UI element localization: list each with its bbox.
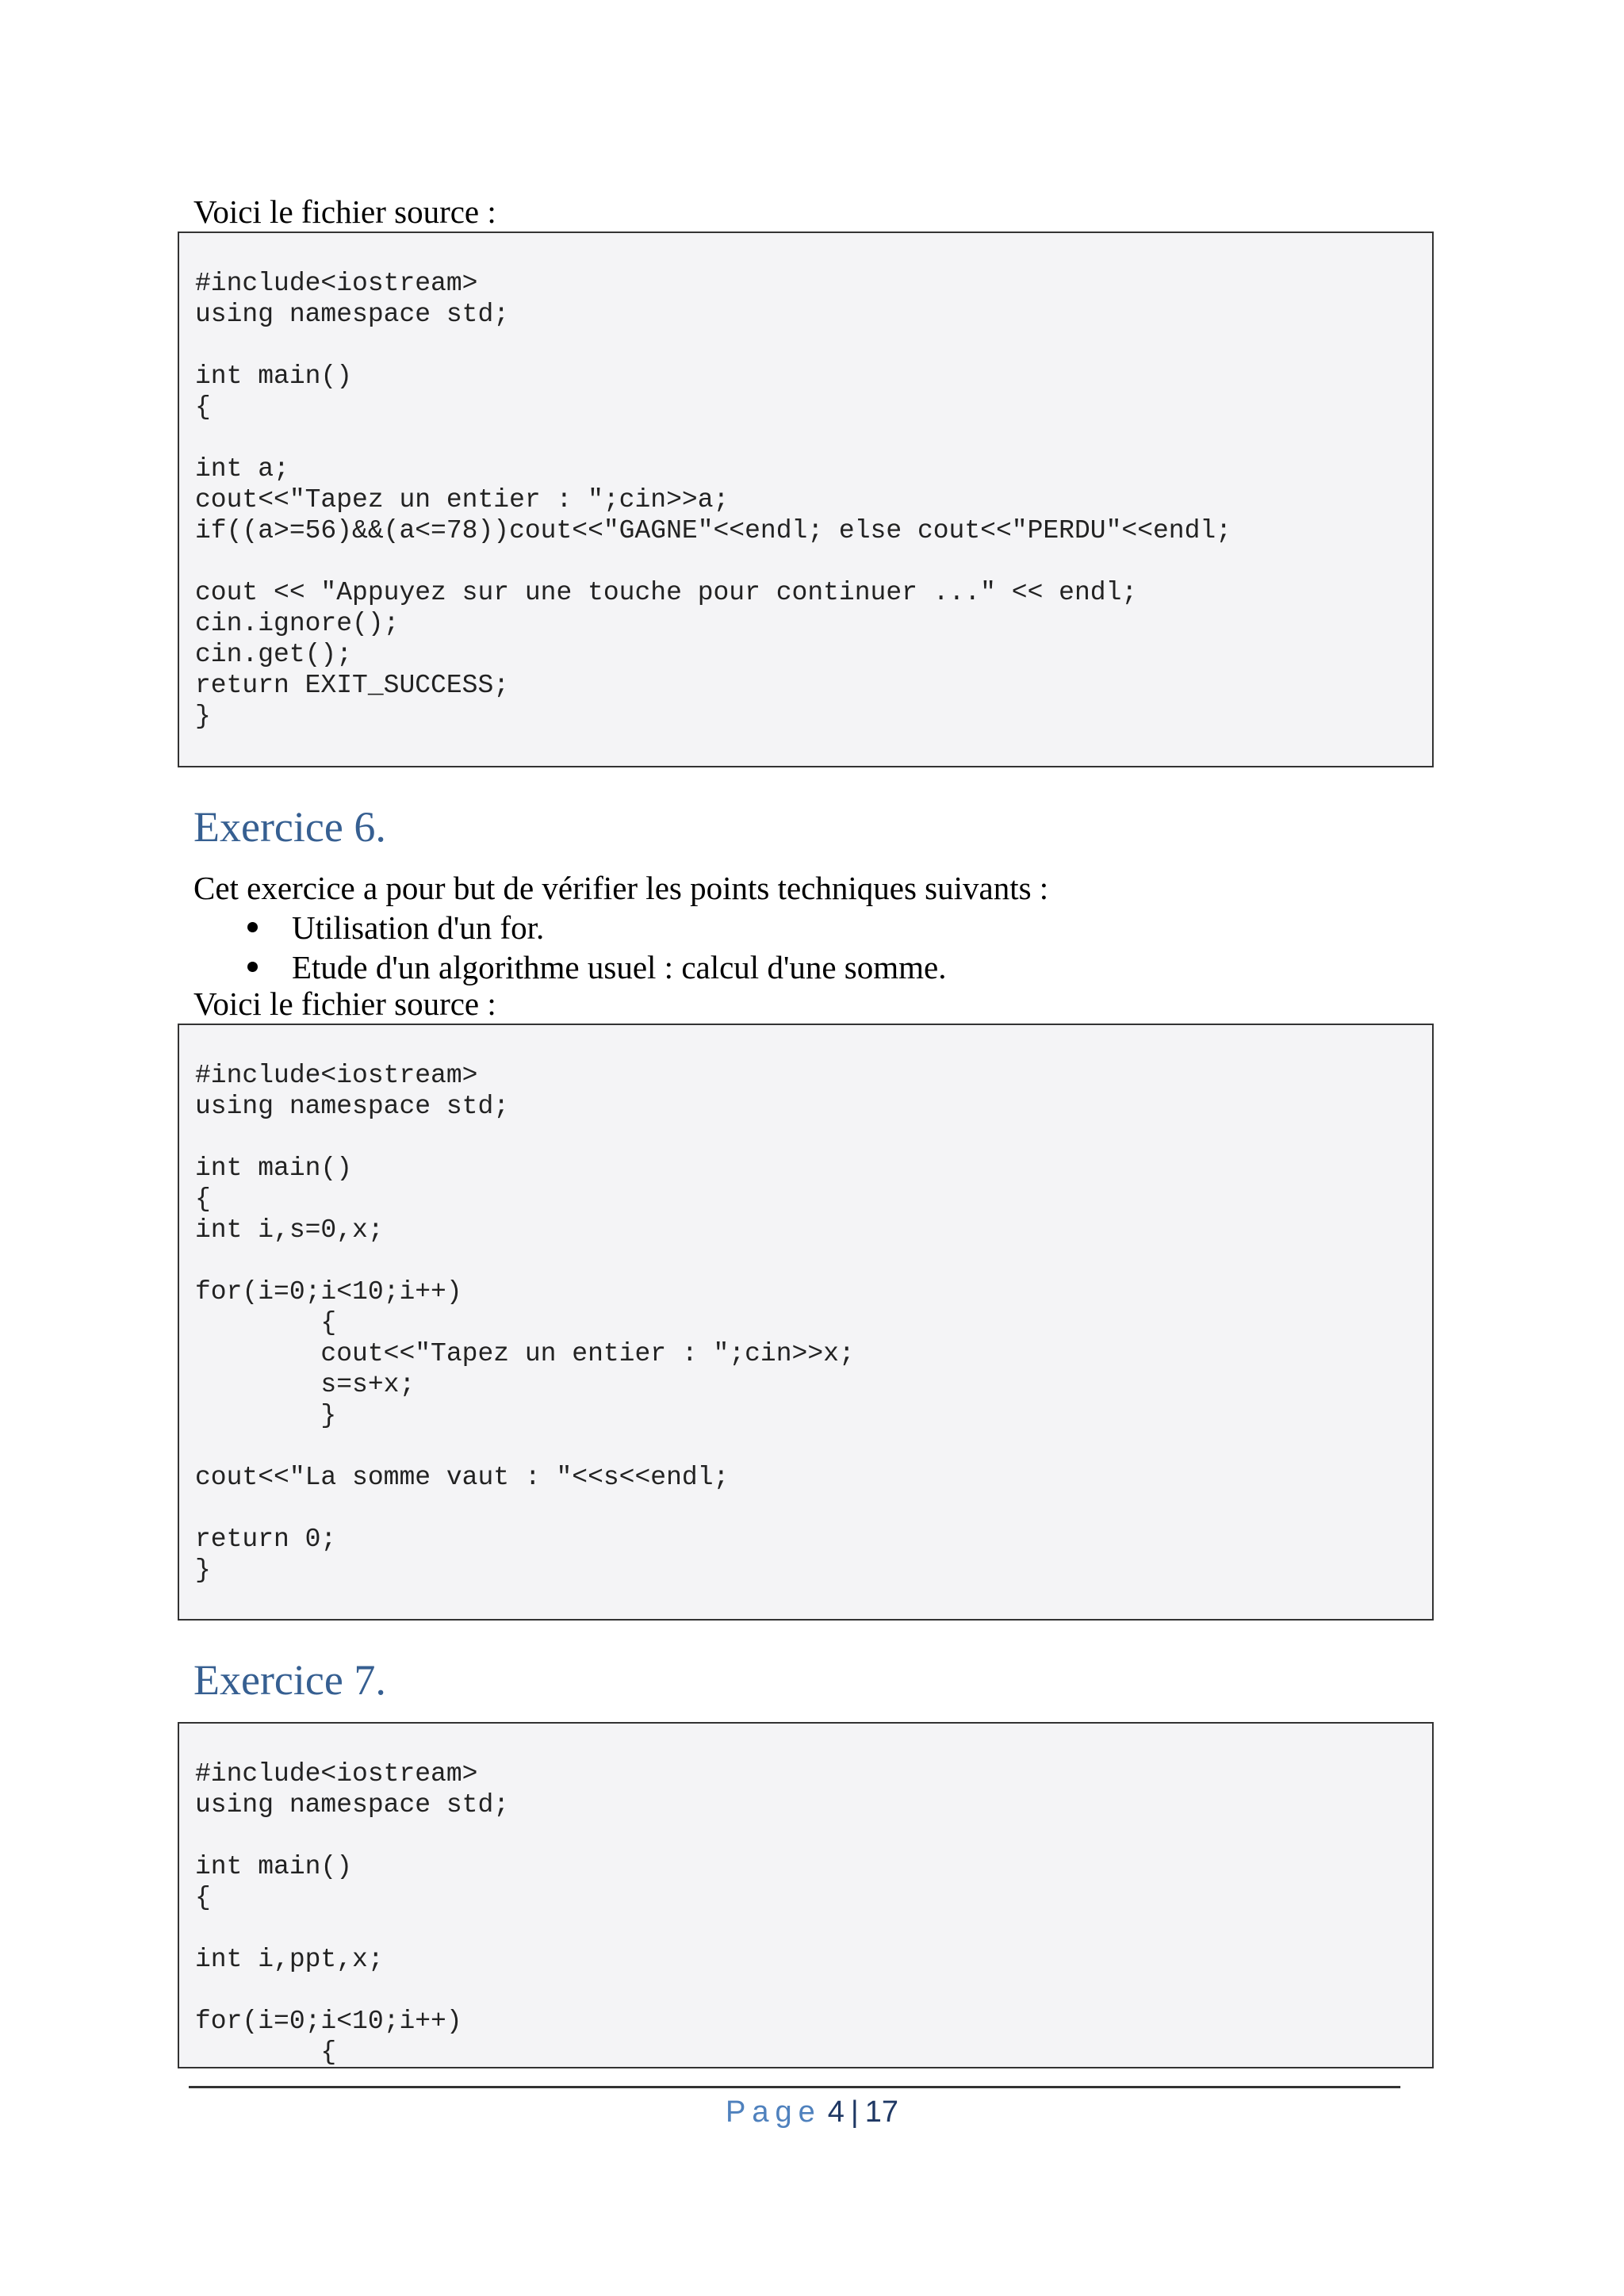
source-intro-1: Voici le fichier source : — [193, 193, 496, 230]
code-block-2 — [178, 1024, 1434, 1621]
footer-separator: | — [850, 2095, 859, 2129]
exercise-6-description: Cet exercice a pour but de vérifier les points techniques suivants : — [193, 870, 1049, 906]
exercise-6-title: Exercice 6. — [193, 803, 386, 851]
source-intro-2: Voici le fichier source : — [193, 985, 496, 1022]
list-item — [193, 947, 946, 987]
footer-page-word: Page — [725, 2095, 822, 2129]
code-listing-3: #include<iostream> using namespace std; int main() { int i,ppt,x; for(i=0;i<10;i++) { — [195, 1759, 510, 2067]
exercise-6-points — [193, 908, 946, 987]
code-listing-1: #include<iostream> using namespace std; int main() { int a; cout<<"Tapez un entier : ";cin>>a; if((a>=56)&&(a<=78))cout<<"GAGNE"<<endl; else cout<<"PERDU"<<endl; cout << "Appuyez sur une touche pour continuer ..." << endl; cin.ignore(); cin.get(); return EXIT_SUCCESS; } — [195, 269, 1232, 731]
footer-total-pages: 17 — [864, 2095, 899, 2129]
bullet-icon — [247, 962, 258, 972]
list-item — [193, 908, 946, 947]
code-listing-2: #include<iostream> using namespace std; int main() { int i,s=0,x; for(i=0;i<10;i++) { cout<<"Tapez un entier : ";cin>>x; s=s+x; } cout<<"La somme vaut : "<<s<<endl; return 0; } — [195, 1061, 855, 1585]
code-block-3 — [178, 1722, 1434, 2068]
code-block-1 — [178, 232, 1434, 767]
footer-divider — [189, 2086, 1400, 2088]
page-footer — [0, 2093, 1624, 2131]
bullet-icon — [247, 922, 258, 932]
exercise-7-title: Exercice 7. — [193, 1656, 386, 1704]
list-item-text: Etude d'un algorithme usuel : calcul d'une somme. — [292, 949, 947, 985]
footer-current-page: 4 — [827, 2095, 845, 2129]
list-item-text: Utilisation d'un for. — [292, 909, 545, 946]
